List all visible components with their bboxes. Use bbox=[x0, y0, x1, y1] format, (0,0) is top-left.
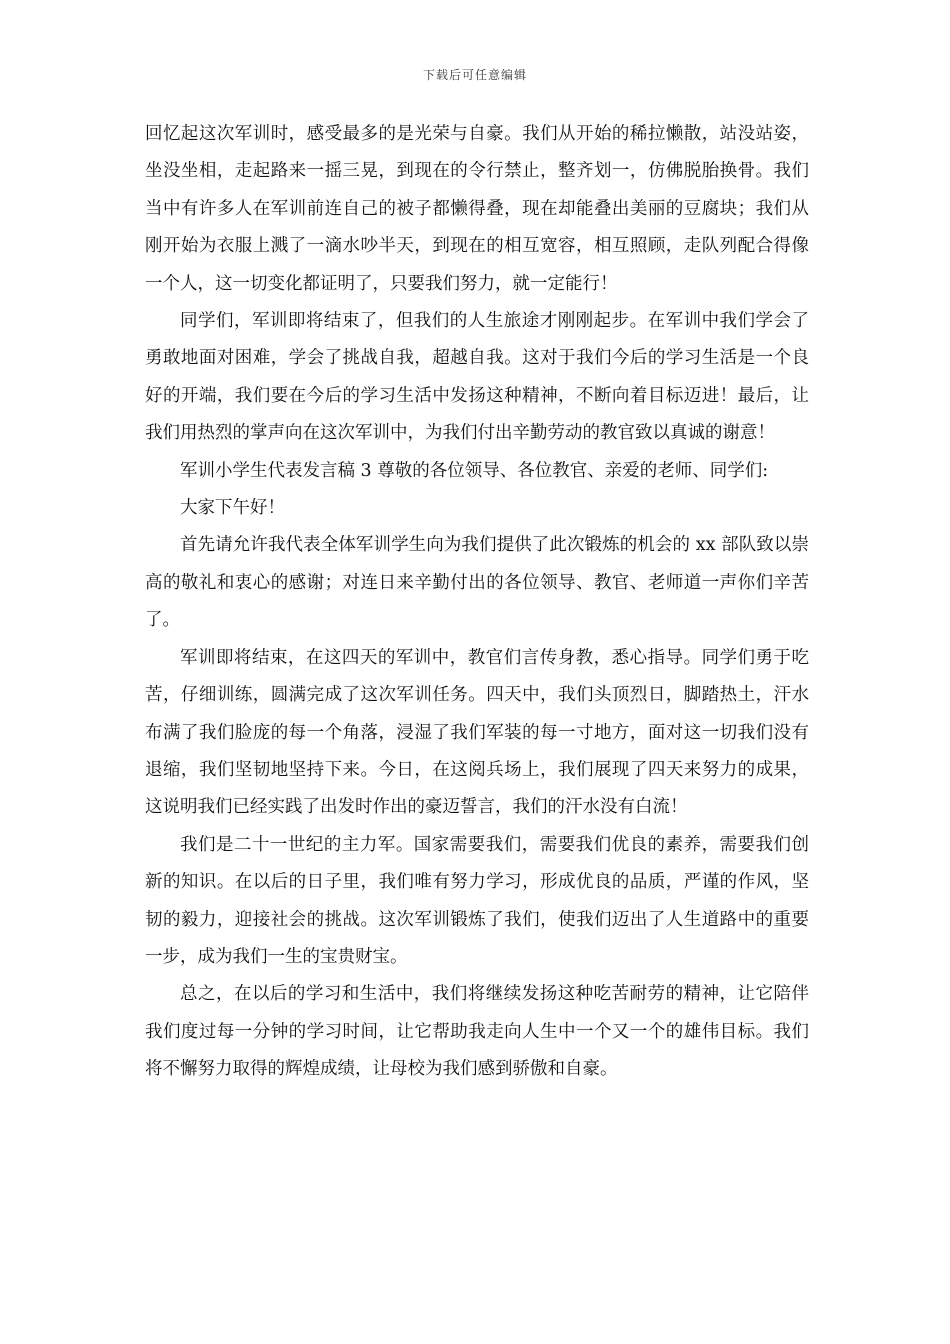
paragraph: 回忆起这次军训时，感受最多的是光荣与自豪。我们从开始的稀拉懒散，站没站姿，坐没坐相，走起路来一摇三晃，到现在的令行禁止，整齐划一，仿佛脱胎换骨。我们当中有许多人在军训前连自己的被子都懒得叠，现在却能叠出美丽的豆腐块；我们从刚开始为衣服上溅了一滴水吵半天，到现在的相互宽容，相互照顾，走队列配合得像一个人，这一切变化都证明了，只要我们努力，就一定能行！ bbox=[145, 124, 809, 294]
greeting: 大家下午好！ bbox=[180, 498, 285, 519]
page-header-note: 下载后可任意编辑 bbox=[422, 68, 527, 82]
speech-title: 军训小学生代表发言稿 3 尊敬的各位领导、各位教官、亲爱的老师、同学们: bbox=[180, 460, 769, 481]
paragraph: 同学们，军训即将结束了，但我们的人生旅途才刚刚起步。在军训中我们学会了勇敢地面对困难，学会了挑战自我，超越自我。这对于我们今后的学习生活是一个良好的开端，我们要在今后的学习生活中发扬这种精神，不断向着目标迈进！最后，让我们用热烈的掌声向在这次军训中，为我们付出辛勤劳动的教官致以真诚的谢意！ bbox=[145, 311, 809, 444]
paragraph: 我们是二十一世纪的主力军。国家需要我们，需要我们优良的素养，需要我们创新的知识。在以后的日子里，我们唯有努力学习，形成优良的品质，严谨的作风，坚韧的毅力，迎接社会的挑战。这次军训锻炼了我们，使我们迈出了人生道路中的重要一步，成为我们一生的宝贵财宝。 bbox=[145, 834, 809, 967]
paragraph: 总之，在以后的学习和生活中，我们将继续发扬这种吃苦耐劳的精神，让它陪伴我们度过每一分钟的学习时间，让它帮助我走向人生中一个又一个的雄伟目标。我们将不懈努力取得的辉煌成绩，让母校为我们感到骄傲和自豪。 bbox=[145, 984, 809, 1080]
paragraph: 首先请允许我代表全体军训学生向为我们提供了此次锻炼的机会的 xx 部队致以崇高的敬礼和衷心的感谢；对连日来辛勤付出的各位领导、教官、老师道一声你们辛苦了。 bbox=[145, 535, 809, 631]
paragraph: 军训即将结束，在这四天的军训中，教官们言传身教，悉心指导。同学们勇于吃苦，仔细训练，圆满完成了这次军训任务。四天中，我们头顶烈日，脚踏热土，汗水布满了我们脸庞的每一个角落，浸湿了我们军装的每一寸地方，面对这一切我们没有退缩，我们坚韧地坚持下来。今日，在这阅兵场上，我们展现了四天来努力的成果，这说明我们已经实践了出发时作出的豪迈誓言，我们的汗水没有白流！ bbox=[145, 647, 809, 818]
document-body bbox=[145, 116, 809, 1089]
